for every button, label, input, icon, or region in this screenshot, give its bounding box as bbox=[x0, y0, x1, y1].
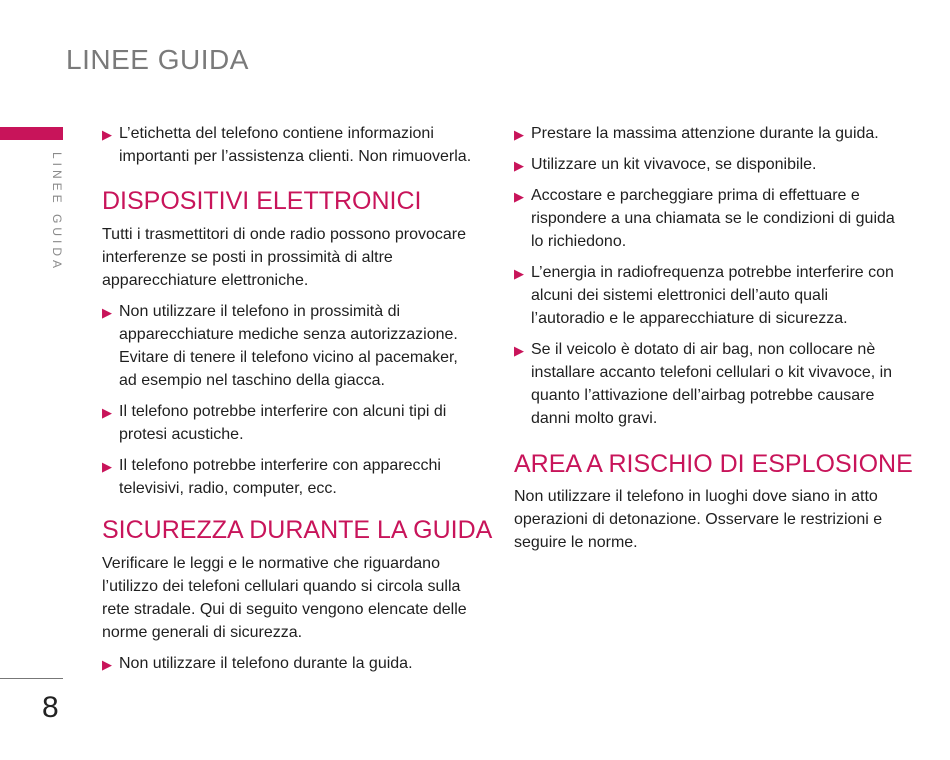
bullet-text: Non utilizzare il telefono durante la guida. bbox=[119, 655, 413, 672]
section-paragraph: Tutti i trasmettitori di onde radio possono provocare interferenze se posti in prossimità di altre apparecchiature elettroniche. bbox=[102, 226, 467, 289]
side-accent-bar bbox=[0, 127, 63, 140]
list-item bbox=[514, 122, 896, 145]
bullet-text: Il telefono potrebbe interferire con alcuni tipi di protesi acustiche. bbox=[119, 403, 447, 443]
triangle-right-icon: ▶ bbox=[102, 657, 112, 672]
bullet-text: L’energia in radiofrequenza potrebbe interferire con alcuni dei sistemi elettronici dell’auto quali l’autoradio e le apparecchiature di sicurezza. bbox=[531, 264, 894, 327]
bullet-text: Prestare la massima attenzione durante la guida. bbox=[531, 125, 879, 142]
list-item bbox=[102, 454, 474, 500]
list-item bbox=[102, 652, 474, 675]
list-item bbox=[102, 400, 474, 446]
bullet-text: Il telefono potrebbe interferire con apparecchi televisivi, radio, computer, ecc. bbox=[119, 457, 441, 497]
triangle-right-icon: ▶ bbox=[514, 343, 524, 358]
page-title: LINEE GUIDA bbox=[66, 44, 249, 75]
list-item bbox=[102, 300, 474, 392]
footer-rule bbox=[0, 678, 63, 679]
section-heading-explosion-risk: AREA A RISCHIO DI ESPLOSIONE bbox=[514, 450, 913, 478]
section-paragraph: Non utilizzare il telefono in luoghi dove siano in atto operazioni di detonazione. Osservare le restrizioni e seguire le norme. bbox=[514, 488, 883, 551]
triangle-right-icon: ▶ bbox=[102, 305, 112, 320]
page-number: 8 bbox=[42, 691, 59, 724]
list-item bbox=[514, 153, 896, 176]
triangle-right-icon: ▶ bbox=[514, 189, 524, 204]
section-paragraph: Verificare le leggi e le normative che riguardano l’utilizzo dei telefoni cellulari quando si circola sulla rete stradale. Qui di seguito vengono elencate delle norme generali di sicurezza. bbox=[102, 555, 467, 641]
left-column bbox=[102, 122, 493, 683]
bullet-text: Se il veicolo è dotato di air bag, non collocare nè installare accanto telefoni cellulari o kit vivavoce, in quanto l’attivazione dell’airbag potrebbe causare danni molto gravi. bbox=[531, 341, 893, 427]
list-item bbox=[514, 338, 896, 430]
triangle-right-icon: ▶ bbox=[102, 405, 112, 420]
list-item bbox=[102, 122, 474, 168]
side-section-label: LINEE GUIDA bbox=[50, 152, 64, 273]
list-item bbox=[514, 184, 896, 253]
bullet-text: Utilizzare un kit vivavoce, se disponibile. bbox=[531, 156, 817, 173]
triangle-right-icon: ▶ bbox=[514, 266, 524, 281]
triangle-right-icon: ▶ bbox=[102, 127, 112, 142]
triangle-right-icon: ▶ bbox=[102, 459, 112, 474]
section-heading-driving-safety: SICUREZZA DURANTE LA GUIDA bbox=[102, 516, 493, 544]
bullet-text: L’etichetta del telefono contiene informazioni importanti per l’assistenza clienti. Non rimuoverla. bbox=[119, 125, 472, 165]
triangle-right-icon: ▶ bbox=[514, 158, 524, 173]
right-column bbox=[514, 122, 913, 562]
bullet-text: Non utilizzare il telefono in prossimità di apparecchiature mediche senza autorizzazione. Evitare di tenere il telefono vicino al pacemaker, ad esempio nel taschino della giacca. bbox=[119, 303, 458, 389]
triangle-right-icon: ▶ bbox=[514, 127, 524, 142]
section-heading-electronic-devices: DISPOSITIVI ELETTRONICI bbox=[102, 187, 422, 215]
list-item bbox=[514, 261, 896, 330]
bullet-text: Accostare e parcheggiare prima di effettuare e rispondere a una chiamata se le condizioni di guida lo richiedono. bbox=[531, 187, 895, 250]
